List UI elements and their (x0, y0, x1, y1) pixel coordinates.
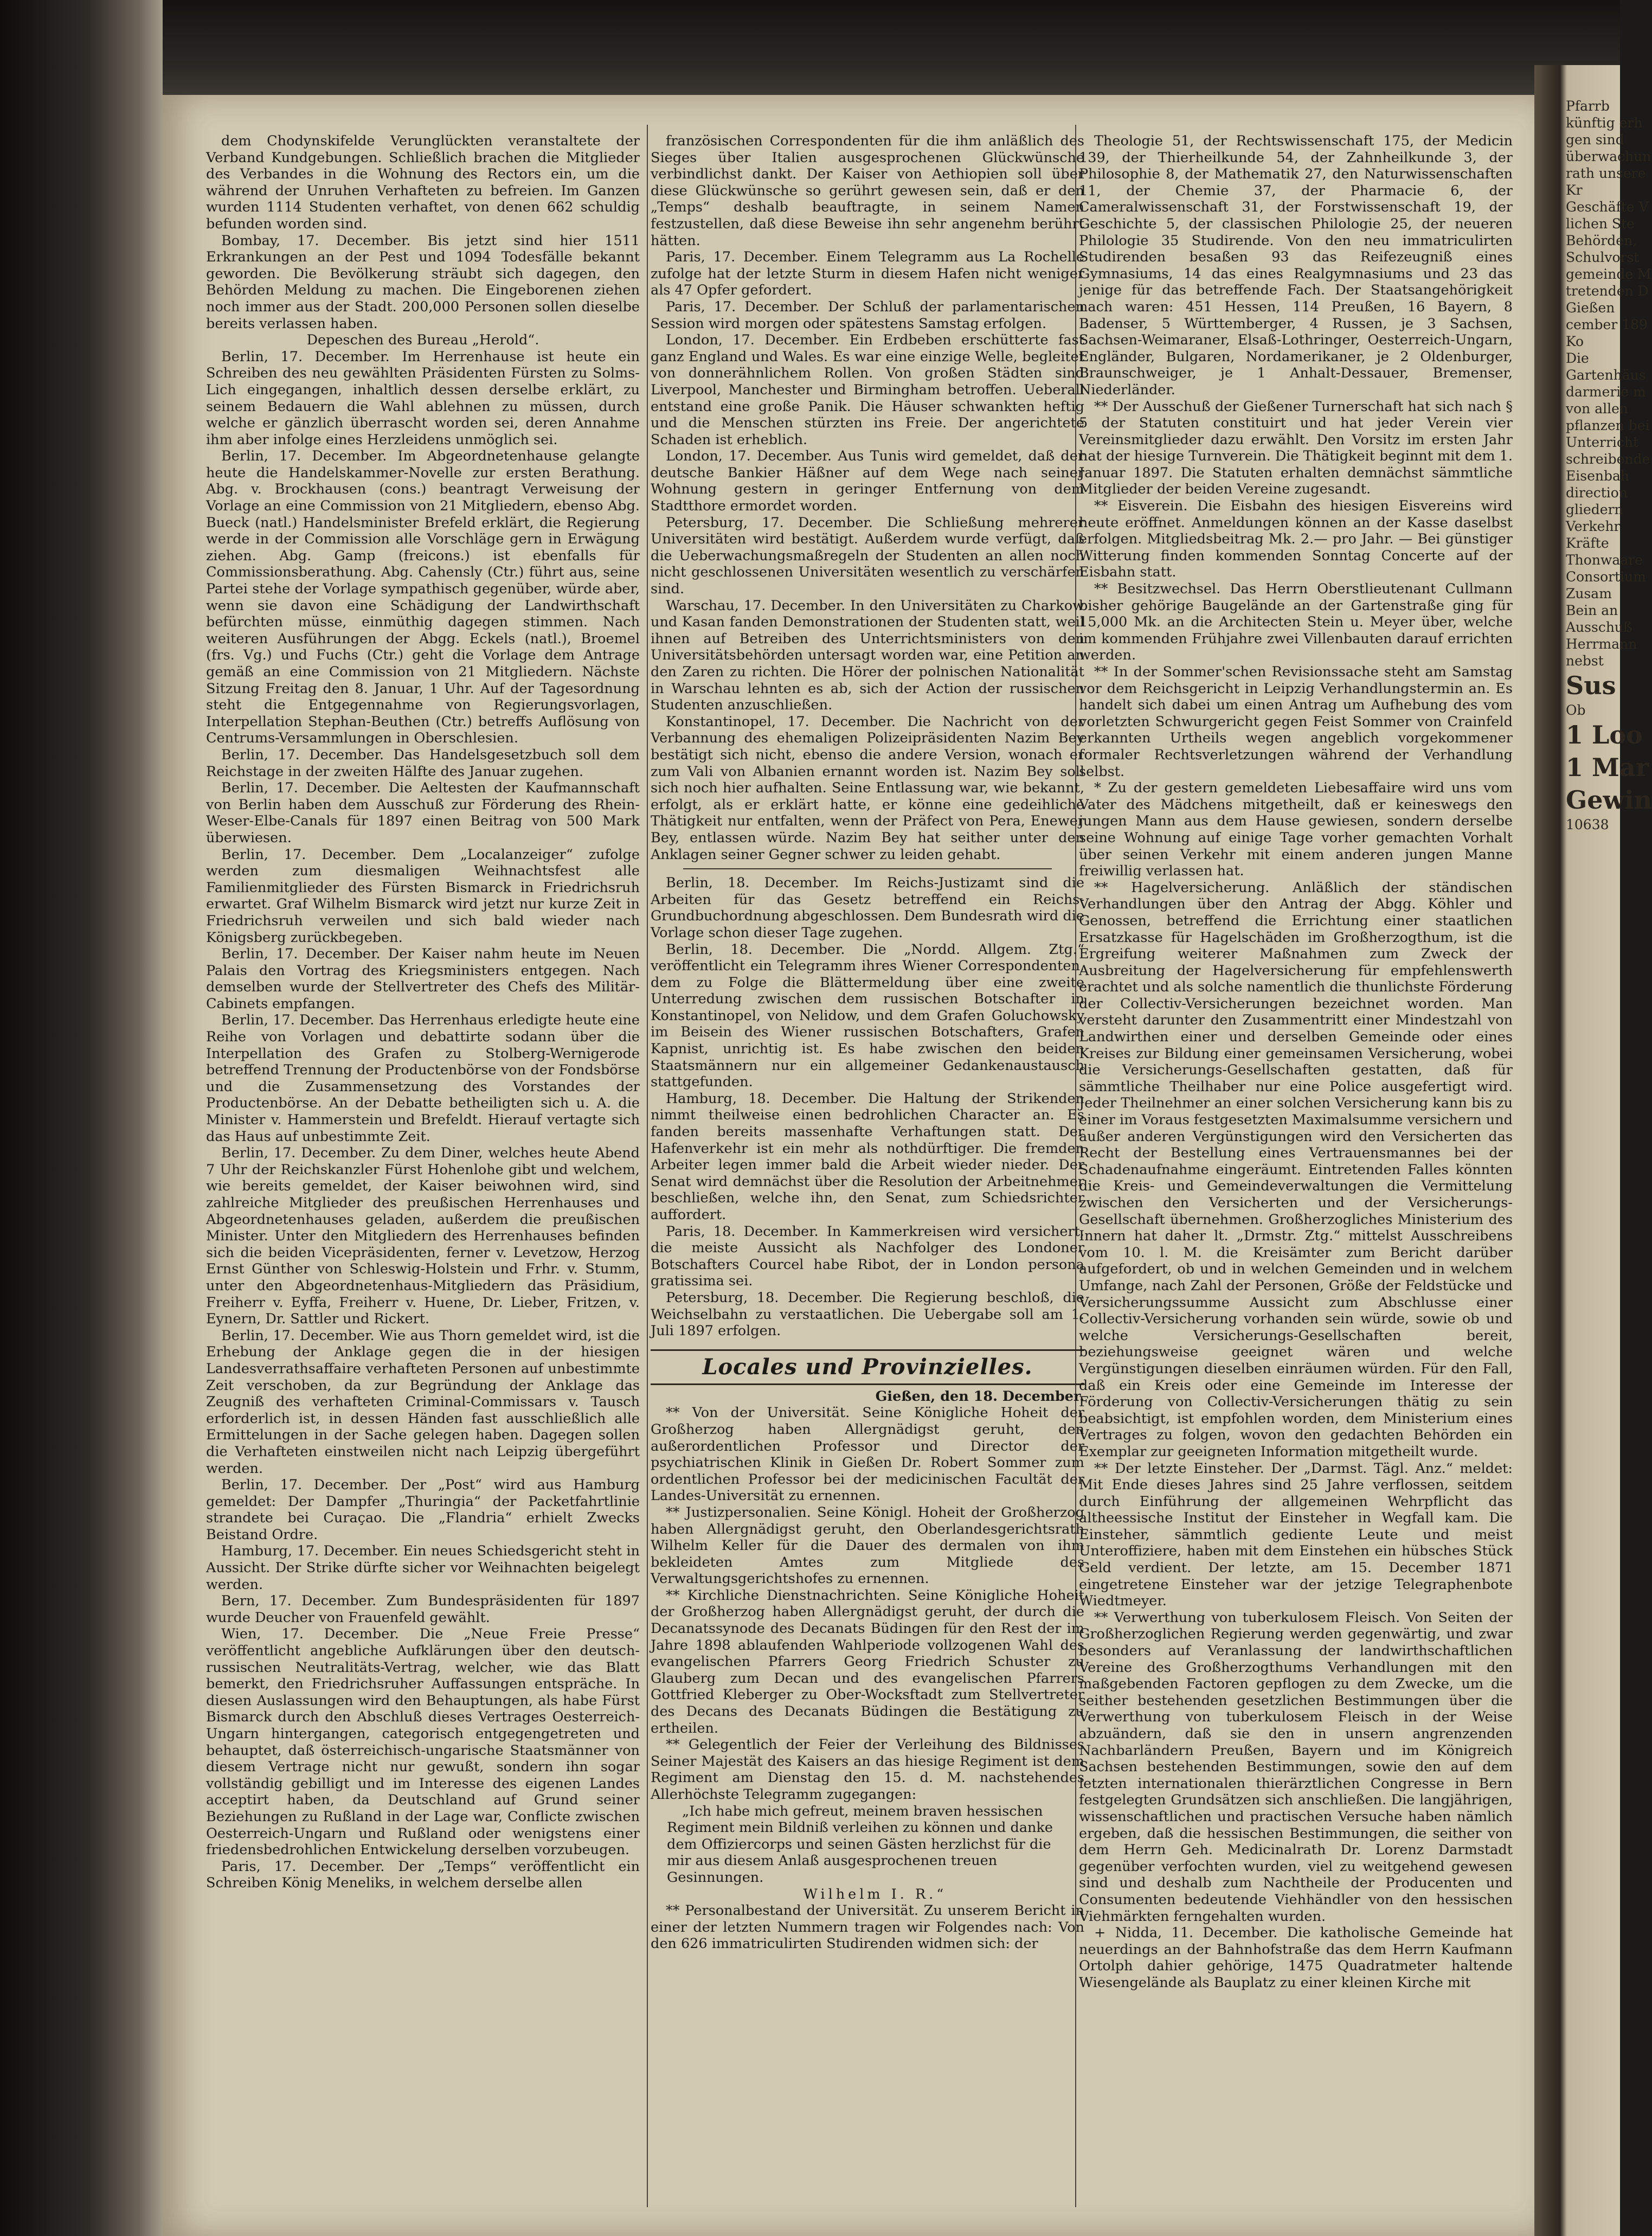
book-spine (0, 0, 163, 2236)
section-subheading: Depeschen des Bureau „Herold“. (306, 332, 539, 349)
edge-line: cember 189 (1566, 317, 1648, 332)
next-page-fragment (1566, 98, 1652, 833)
article-paragraph: ** Eisverein. Die Eisbahn des hiesigen Eisvereins wird heute eröffnet. Anmeldungen können an der Kasse daselbst erfolgen. Mitgliedsbeitrag Mk. 2.— pro Jahr. — Bei günstiger Witterung finden kommenden Sonntag Concerte auf der Eisbahn statt. (1079, 498, 1513, 581)
edge-line: von allen (1566, 401, 1629, 417)
edge-line: direction (1566, 485, 1628, 501)
article-paragraph: französischen Correspondenten für die ihm anläßlich des Sieges über Italien ausgesprochenen Glückwünsche verbindlichst dankt. Der Kaiser von Aethiopien soll über diese Glückwünsche so gerührt gewesen sein, daß er den „Temps“ deshalb beauftragte, in seinem Namen festzustellen, daß diese Beweise ihn sehr angenehm berührt hätten. (651, 133, 1084, 249)
article-paragraph: Berlin, 17. December. Der „Post“ wird aus Hamburg gemeldet: Der Dampfer „Thuringia“ der Packetfahrtlinie strandete bei Curaçao. Die „Flandria“ erhielt Zwecks Beistand Ordre. (206, 1477, 640, 1543)
edge-line: Unterricht (1566, 434, 1639, 450)
article-paragraph: Paris, 17. December. Einem Telegramm aus La Rochelle zufolge hat der letzte Sturm in diesem Hafen nicht weniger als 47 Opfer gefordert. (651, 249, 1084, 299)
article-paragraph: ** Personalbestand der Universität. Zu unserem Bericht in einer der letzten Nummern tragen wir Folgendes nach: Von den 626 immatriculirten Studirenden widmen sich: der (651, 1902, 1084, 1952)
article-paragraph: Konstantinopel, 17. December. Die Nachricht von der Verbannung des ehemaligen Polizeipräsidenten Nazim Bey bestätigt sich nicht, ebenso die andere Version, wonach er zum Vali von Albanien ernannt worden ist. Nazim Bey soll sich noch hier aufhalten. Seine Entlassung war, wie bekannt, erfolgt, als er erklärt hatte, er könne eine gedeihliche Thätigkeit nur entfalten, wenn der Präfect von Pera, Enewer Bey, entlassen würde. Nazim Bey hat seither unter den Anklagen seiner Gegner schwer zu leiden gehabt. (651, 713, 1084, 863)
edge-line: lichen Ste (1566, 216, 1635, 232)
article-paragraph: ** In der Sommer'schen Revisionssache steht am Samstag vor dem Reichsgericht in Leipzig Verhandlungstermin an. Es handelt sich dabei um einen Antrag um Aufhebung des vom vorletzten Schwurgericht gegen Feist Sommer von Crainfeld erkannten Urtheils wegen angeblich vorgekommener formaler Rechtsverletzungen während der Verhandlung selbst. (1079, 664, 1513, 780)
column-1 (206, 133, 640, 2205)
column-3 (1079, 133, 1513, 2205)
article-paragraph: ** Gelegentlich der Feier der Verleihung des Bildnisses Seiner Majestät des Kaisers an das hiesige Regiment ist dem Regiment am Dienstag den 15. d. M. nachstehendes Allerhöchste Telegramm zugegangen: (651, 1737, 1084, 1803)
article-paragraph: Bombay, 17. December. Bis jetzt sind hier 1511 Erkrankungen an der Pest und 1094 Todesfälle bekannt geworden. Die Bevölkerung sträubt sich dagegen, den Behörden Meldung zu machen. Die Eingeborenen ziehen noch immer aus der Stadt. 200,000 Personen sollen dieselbe bereits verlassen haben. (206, 232, 640, 332)
article-paragraph: Paris, 18. December. In Kammerkreisen wird versichert, die meiste Aussicht als Nachfolger des Londoner Botschafters Courcel habe Ribot, der in London persona gratissima sei. (651, 1223, 1084, 1290)
edge-line: nebst (1566, 653, 1604, 669)
article-paragraph: Hamburg, 17. December. Ein neues Schiedsgericht steht in Aussicht. Der Strike dürfte sicher vor Weihnachten beigelegt werden. (206, 1543, 640, 1593)
edge-line: Pfarrb (1566, 98, 1610, 114)
telegram-signature: Wilhelm I. R.“ (803, 1886, 947, 1902)
article-paragraph: London, 17. December. Ein Erdbeben erschütterte fast ganz England und Wales. Es war eine einzige Welle, begleitet von donnerähnlichem Rollen. Von großen Städten sind Liverpool, Manchester und Birmingham betroffen. Ueberall entstand eine große Panik. Die Häuser schwankten heftig und die Menschen stürzten ins Freie. Der angerichtete Schaden ist erheblich. (651, 332, 1084, 448)
edge-line: Verkehr (1566, 518, 1621, 534)
edge-line: Die (1566, 350, 1589, 366)
article-paragraph: * Zu der gestern gemeldeten Liebesaffaire wird uns vom Vater des Mädchens mitgetheilt, daß er keineswegs den jungen Mann aus dem Hause gewiesen, sondern derselbe seine Wohnung auf einige Tage vorher gemachten Vorhalt über seinen Verkehr mit einem anderen jungen Manne freiwillig verlassen hat. (1079, 780, 1513, 880)
column-rule (647, 125, 648, 2207)
article-paragraph: Berlin, 18. December. Im Reichs-Justizamt sind die Arbeiten für das Gesetz betreffend ein Reichs-Grundbuchordnung abgeschlossen. Dem Bundesrath wird die Vorlage schon dieser Tage zugehen. (651, 875, 1084, 941)
edge-line: gemeinde M (1566, 266, 1651, 282)
article-paragraph: Berlin, 17. December. Dem „Localanzeiger“ zufolge werden zum diesmaligen Weihnachtsfest alle Familienmitglieder des Fürsten Bismarck in Friedrichsruh erwartet. Graf Wilhelm Bismarck wird jetzt nur kurze Zeit in Friedrichsruh verweilen und sich bald wieder nach Königsberg zurückbegeben. (206, 846, 640, 946)
dateline: Gießen, den 18. December. (875, 1388, 1084, 1405)
edge-ad-text: Sus (1566, 671, 1616, 700)
next-page-edge (1534, 65, 1652, 2236)
article-paragraph: + Nidda, 11. December. Die katholische Gemeinde hat neuerdings an der Bahnhofstraße das dem Herrn Kaufmann Ortolph dahier gehörige, 1475 Quadratmeter haltende Wiesengelände als Bauplatz zu einer kleinen Kirche mit (1079, 1925, 1513, 1991)
horizontal-rule (683, 868, 1052, 869)
edge-line: künftig erh (1566, 115, 1643, 131)
article-paragraph: ** Kirchliche Dienstnachrichten. Seine Königliche Hoheit der Großherzog haben Allergnädigst geruht, der durch die Decanatssynode des Decanats Büdingen für den Rest der im Jahre 1898 ablaufenden Wahlperiode vollzogenen Wahl des evangelischen Pfarrers Georg Friedrich Schuster zu Glauberg zum Decan und des evangelischen Pfarrers Gottfried Kleberger zu Ober-Wocksftadt zum Stellvertreter des Decans des Decanats Büdingen die Bestätigung zu ertheilen. (651, 1587, 1084, 1737)
article-paragraph: ** Justizpersonalien. Seine Königl. Hoheit der Großherzog haben Allergnädigst geruht, den Oberlandesgerichtsrath Wilhelm Keller für die Dauer des dermalen von ihm bekleideten Amtes zum Mitgliede des Verwaltungsgerichtshofes zu ernennen. (651, 1504, 1084, 1587)
article-paragraph: Berlin, 18. December. Die „Nordd. Allgem. Ztg.“ veröffentlicht ein Telegramm ihres Wiener Correspondenten, dem zu Folge die Blättermeldung über eine zweite Unterredung zwischen dem russischen Botschafter in Konstantinopel, von Nelidow, und dem Grafen Goluchowsky im Beisein des Wiener russischen Botschafters, Grafen Kapnist, unrichtig ist. Es habe zwischen den beiden Staatsmännern nur ein allgemeiner Gedankenaustausch stattgefunden. (651, 941, 1084, 1091)
article-paragraph: Petersburg, 17. December. Die Schließung mehrerer Universitäten wird bestätigt. Außerdem wurde verfügt, daß die Ueberwachungsmaßregeln der Studenten an allen noch nicht geschlossenen Universitäten wesentlich zu verschärfen sind. (651, 514, 1084, 598)
edge-footer-number: 10638 (1566, 817, 1609, 832)
edge-line: schreibende (1566, 451, 1650, 467)
telegram-quote: „Ich habe mich gefreut, meinem braven hessischen Regiment mein Bildniß verleihen zu können und danke dem Offiziercorps und seinen Gästen herzlichst für die mir aus diesem Anlaß ausgesprochenen treuen Gesinnungen. (667, 1803, 1053, 1886)
article-paragraph: Petersburg, 18. December. Die Regierung beschloß, die Weichselbahn zu verstaatlichen. Die Uebergabe soll am 1. Juli 1897 erfolgen. (651, 1289, 1084, 1340)
edge-ad-text: Gewin (1566, 785, 1652, 815)
article-paragraph: Berlin, 17. December. Im Abgeordnetenhause gelangte heute die Handelskammer-Novelle zur ersten Berathung. Abg. v. Brockhausen (cons.) beantragt Verweisung der Vorlage an eine Commission von 21 Mitgliedern, ebenso Abg. Bueck (natl.) Handelsminister Brefeld erklärt, die Regierung werde in der Commission alle Vorschläge gern in Erwägung ziehen. Abg. Gamp (freicons.) ist ebenfalls für Commissionsberathung. Abg. Cahensly (Ctr.) führt aus, seine Partei stehe der Vorlage sympathisch gegenüber, würde aber, wenn sie davon eine Schädigung der Landwirthschaft befürchten müsse, einmüthig dagegen stimmen. Nach weiteren Ausführungen der Abgg. Eckels (natl.), Broemel (frs. Vg.) und Fuchs (Ctr.) geht die Vorlage dem Antrage gemäß an eine Commission von 21 Mitgliedern. Nächste Sitzung Freitag den 8. Januar, 1 Uhr. Auf der Tagesordnung steht die Entgegennahme von Regierungsvorlagen, Interpellation Stephan-Beuthen (Ctr.) betreffs Auflösung von Centrums-Versammlungen in Oberschlesien. (206, 448, 640, 747)
edge-line: Bein an (1566, 603, 1618, 618)
edge-line: überwachun (1566, 149, 1651, 164)
article-paragraph: ** Von der Universität. Seine Königliche Hoheit der Großherzog haben Allergnädigst geruht, den außerordentlichen Professor und Director der psychiatrischen Klinik in Gießen Dr. Robert Sommer zum ordentlichen Professor bei der medicinischen Facultät der Landes-Universität zu ernennen. (651, 1405, 1084, 1504)
edge-line: Gartenhäus (1566, 367, 1646, 383)
article-paragraph: dem Chodynskifelde Verunglückten veranstaltete der Verband Kundgebungen. Schließlich brachen die Mitglieder des Verbandes in die Wohnung des Rectors ein, um die während der Unruhen Verhafteten zu befreien. Im Ganzen wurden 1114 Studenten verhaftet, von denen 662 schuldig befunden worden sind. (206, 133, 640, 232)
column-2 (651, 133, 1084, 2205)
newspaper-page (163, 95, 1534, 2236)
edge-line: pflanzen bei (1566, 418, 1650, 433)
article-paragraph: Berlin, 17. December. Das Handelsgesetzbuch soll dem Reichstage in der zweiten Hälfte des Januar zugehen. (206, 746, 640, 780)
article-paragraph: Berlin, 17. December. Zu dem Diner, welches heute Abend 7 Uhr der Reichskanzler Fürst Hohenlohe gibt und welchem, wie bereits gemeldet, der Kaiser beiwohnen wird, sind zahlreiche Mitglieder des preußischen Herrenhauses und Abgeordnetenhauses geladen, außerdem die preußischen Minister. Unter den Mitgliedern des Herrenhauses befinden sich die beiden Vicepräsidenten, ferner v. Levetzow, Herzog Ernst Günther von Schleswig-Holstein und Frhr. v. Stumm, unter den Abgeordnetenhaus-Mitgliedern das Präsidium, Freiherr v. Eyffa, Freiherr v. Huene, Dr. Lieber, Fritzen, v. Eynern, Dr. Sattler und Rickert. (206, 1145, 640, 1328)
article-paragraph: Berlin, 17. December. Im Herrenhause ist heute ein Schreiben des neu gewählten Präsidenten Fürsten zu Solms-Lich eingegangen, inhaltlich dessen derselbe erklärt, zu seinem Bedauern die Wahl ablehnen zu müssen, durch welche er gänzlich überrascht worden sei, deren Annahme ihm aber infolge eines Herzleidens unmöglich sei. (206, 348, 640, 448)
edge-line: tretenden D (1566, 283, 1649, 299)
article-paragraph: ** Verwerthung von tuberkulosem Fleisch. Von Seiten der Großherzoglichen Regierung werden gegenwärtig, und zwar besonders auf Veranlassung der landwirthschaftlichen Vereine des Großherzogthums Verhandlungen mit den maßgebenden Factoren gepflogen zu dem Zwecke, um die seither bestehenden gesetzlichen Bestimmungen über die Verwerthung von tuberkulosem Fleisch in der Weise abzuändern, daß sie den in unsern angrenzenden Nachbarländern Preußen, Bayern und im Königreich Sachsen bestehenden Bestimmungen, sowie den auf dem letzten internationalen thierärztlichen Congresse in Bern festgelegten Grundsätzen sich anschließen. Die langjährigen, wissenschaftlichen und practischen Versuche haben nämlich ergeben, daß die hessischen Bestimmungen, die seither von dem Herrn Geh. Medicinalrath Dr. Lorenz Darmstadt gegenüber verfochten wurden, viel zu weitgehend gewesen sind und deshalb zum Nachtheile der Producenten und Consumenten bedeutende Viehhändler von den hessischen Viehmärkten ferngehalten wurden. (1079, 1609, 1513, 1925)
article-paragraph: Bern, 17. December. Zum Bundespräsidenten für 1897 wurde Deucher von Frauenfeld gewählt. (206, 1593, 640, 1626)
edge-line: Zusam (1566, 586, 1612, 601)
section-title: Locales und Provinzielles. (651, 1349, 1084, 1385)
article-paragraph: Paris, 17. December. Der Schluß der parlamentarischen Session wird morgen oder spätestens Samstag erfolgen. (651, 298, 1084, 332)
article-paragraph: Hamburg, 18. December. Die Haltung der Strikenden nimmt theilweise einen bedrohlichen Character an. Es fanden bereits massenhafte Verhaftungen statt. Der Hafenverkehr ist ein mehr als nothdürftiger. Die fremden Arbeiter legen immer bald die Arbeit wieder nieder. Der Senat wird demnächst über die Resolution der Arbeitnehmer beschließen, welche ihn, den Senat, zum Schiedsrichter auffordert. (651, 1090, 1084, 1223)
scan-background-top (0, 0, 1620, 98)
edge-line: Eisenbah (1566, 468, 1629, 484)
article-paragraph: Berlin, 17. December. Wie aus Thorn gemeldet wird, ist die Erhebung der Anklage gegen die in der hiesigen Landesverrathsaffaire verhafteten Personen auf unbestimmte Zeit verschoben, da zur Begründung der Anklage das Zeugniß des verhafteten Criminal-Commissars v. Tausch erforderlich ist, in dessen Händen fast ausschließlich alle Ermittelungen in der Sache gelegen haben. Dagegen sollen die Verhafteten einstweilen nicht nach Leipzig übergeführt werden. (206, 1327, 640, 1477)
article-paragraph: London, 17. December. Aus Tunis wird gemeldet, daß der deutsche Bankier Häßner auf dem Wege nach seiner Wohnung gestern in geringer Entfernung von dem Stadtthore ermordet worden. (651, 448, 1084, 515)
article-paragraph: ** Besitzwechsel. Das Herrn Oberstlieutenant Cullmann bisher gehörige Baugelände an der Gartenstraße ging für 15,000 Mk. an die Architecten Stein u. Meyer über, welche im kommenden Frühjahre zwei Villenbauten darauf errichten werden. (1079, 581, 1513, 664)
article-paragraph: ** Hagelversicherung. Anläßlich der ständischen Verhandlungen über den Antrag der Abgg. Köhler und Genossen, betreffend die Errichtung einer staatlichen Ersatzkasse für Hagelschäden im Großherzogthum, ist die Ergreifung weiterer Maßnahmen zum Zweck der Ausbreitung der Hagelversicherung für empfehlenswerth erachtet und als solche namentlich die thunlichste Förderung der Collectiv-Versicherungen bezeichnet worden. Man versteht darunter den Zusammentritt einer Mindestzahl von Landwirthen einer und derselben Gemeinde oder eines Kreises zur Bildung einer gemeinsamen Versicherung, wobei die Versicherungs-Gesellschaften gestatten, daß für sämmtliche Theilhaber nur eine Police ausgefertigt wird. Jeder Theilnehmer an einer solchen Versicherung kann bis zu einer im Voraus festgesetzten Maximalsumme versichern und außer anderen Vergünstigungen wird den Versicherten das Recht der Bestellung eines Vertrauensmannes bei der Schadenaufnahme eingeräumt. Eintretenden Falles könnten die Kreis- und Gemeindeverwaltungen die Vermittelung zwischen den Versicherten und der Versicherungs-Gesellschaft übernehmen. Großherzogliches Ministerium des Innern hat daher lt. „Drmstr. Ztg.“ mittelst Ausschreibens vom 10. l. M. die Kreisämter zum Bericht darüber aufgefordert, ob und in welchen Gemeinden und in welchem Umfange, nach Zahl der Personen, Größe der Feldstücke und Versicherungssumme Aussicht zum Abschlusse einer Collectiv-Versicherung vorhanden sein würde, sowie ob und welche Versicherungs-Gesellschaften bereit, beziehungsweise geeignet wären und welche Vergünstigungen dieselben einräumen würden. Für den Fall, daß ein Kreis oder eine Gemeinde im Interesse der Förderung von Collectiv-Versicherungen thätig zu sein beabsichtigt, ist empfohlen worden, dem Ministerium eines Vertrages zu folgen, wovon den gedachten Behörden ein Exemplar zur geeigneten Information mitgetheilt wurde. (1079, 879, 1513, 1460)
article-paragraph: Berlin, 17. December. Das Herrenhaus erledigte heute eine Reihe von Vorlagen und debattirte sodann über die Interpellation des Grafen zu Stolberg-Wernigerode betreffend Trennung der Productenbörse von der Fondsbörse und die Zusammensetzung des Vorstandes der Productenbörse. An der Debatte betheiligten sich u. A. die Minister v. Hammerstein und Brefeldt. Hierauf vertagte sich das Haus auf unbestimmte Zeit. (206, 1012, 640, 1145)
edge-line: Thonwaare (1566, 552, 1643, 568)
article-paragraph: ** Der Ausschuß der Gießener Turnerschaft hat sich nach § 5 der Statuten constituirt und hat jeder Verein vier Vereinsmitglieder dazu erwählt. Den Vorsitz im ersten Jahr hat der hiesige Turnverein. Die Thätigkeit beginnt mit dem 1. Januar 1897. Die Statuten erhalten demnächst sämmtliche Mitglieder der beiden Vereine zugesandt. (1079, 398, 1513, 498)
article-paragraph: ** Der letzte Einsteher. Der „Darmst. Tägl. Anz.“ meldet: Mit Ende dieses Jahres sind 25 Jahre verflossen, seitdem durch Einführung der allgemeinen Wehrpflicht das altheessische Institut der Einsteher in Wegfall kam. Die Einsteher, sämmtlich gediente Leute und meist Unteroffiziere, haben mit dem Einstehen ein hübsches Stück Geld verdient. Der letzte, am 15. December 1871 eingetretene Einsteher war der jetzige Telegraphenbote Wiedtmeyer. (1079, 1460, 1513, 1610)
edge-ad-text: 1 Mar (1566, 753, 1649, 782)
edge-line: darmerie m (1566, 384, 1646, 400)
edge-line: gliedern (1566, 502, 1623, 517)
edge-line: Kr (1566, 182, 1583, 198)
article-paragraph: Berlin, 17. December. Die Aeltesten der Kaufmannschaft von Berlin haben dem Ausschuß zur Förderung des Rhein-Weser-Elbe-Canals für 1897 einen Beitrag von 500 Mark überwiesen. (206, 780, 640, 846)
edge-line: Schulvorst (1566, 249, 1640, 265)
article-paragraph: Paris, 17. December. Der „Temps“ veröffentlicht ein Schreiben König Meneliks, in welchem derselbe allen (206, 1858, 640, 1892)
edge-ad-text: 1 Loo (1566, 720, 1643, 749)
edge-line: Herrmann (1566, 636, 1637, 652)
article-paragraph: Warschau, 17. December. In den Universitäten zu Charkow und Kasan fanden Demonstrationen der Studenten statt, weil ihnen auf Betreiben des Unterrichtsministers von den Universitätsbehörden untersagt worden war, eine Petition an den Zaren zu richten. Die Hörer der polnischen Nationalität in Warschau lehnten es ab, sich der Action der russischen Studenten anzuschließen. (651, 597, 1084, 714)
edge-line: gen sind (1566, 132, 1624, 148)
edge-line: Kräfte (1566, 535, 1609, 551)
article-paragraph: Wien, 17. December. Die „Neue Freie Presse“ veröffentlicht angebliche Aufklärungen über den deutsch-russischen Neutralitäts-Vertrag, welcher, wie das Blatt bemerkt, den Friedrichsruher Auffassungen entspräche. In diesen Auslassungen wird den Behauptungen, als habe Fürst Bismarck durch den Abschluß dieses Vertrages Oesterreich-Ungarn hintergangen, categorisch entgegengetreten und behauptet, daß österreichisch-ungarische Staatsmänner von diesem Vertrage nicht nur gewußt, sondern ihn sogar vollständig gebilligt und im Interesse des eigenen Landes acceptirt haben, da Deutschland auf Grund seiner Beziehungen zu Rußland in der Lage war, Conflicte zwischen Oesterreich-Ungarn und Rußland oder wenigstens einer friedensbedrohlichen Entwickelung derselben vorzubeugen. (206, 1626, 640, 1859)
edge-line: Gießen (1566, 300, 1615, 316)
article-paragraph: Berlin, 17. December. Der Kaiser nahm heute im Neuen Palais den Vortrag des Kriegsministers entgegen. Nach demselben wurde der Stellvertreter des Chefs des Militär-Cabinets empfangen. (206, 946, 640, 1012)
edge-line: Ob (1566, 702, 1586, 718)
edge-line: Ko (1566, 334, 1584, 349)
edge-line: Consortium (1566, 569, 1646, 585)
edge-line: rath unsere (1566, 165, 1646, 181)
edge-line: Geschäfte V (1566, 199, 1649, 215)
edge-line: Ausschuß (1566, 619, 1632, 635)
edge-line: Behörden, (1566, 233, 1637, 248)
article-paragraph: Theologie 51, der Rechtswissenschaft 175, der Medicin 139, der Thierheilkunde 54, der Zahnheilkunde 3, der Philosophie 8, der Mathematik 27, den Naturwissenschaften 11, der Chemie 37, der Pharmacie 6, der Cameralwissenschaft 31, der Forstwissenschaft 19, der Geschichte 5, der classischen Philologie 25, der neueren Philologie 35 Studirende. Von den neu immatriculirten Studirenden besaßen 93 das Reifezeugniß eines Gymnasiums, 14 das eines Realgymnasiums und 23 das jenige für das betreffende Fach. Der Staatsangehörigkeit nach waren: 451 Hessen, 114 Preußen, 16 Bayern, 8 Badenser, 5 Württemberger, 4 Russen, je 3 Sachsen, Sachsen-Weimaraner, Elsaß-Lothringer, Oesterreich-Ungarn, Engländer, Bulgaren, Nordamerikaner, je 2 Oldenburger, Braunschweiger, je 1 Anhalt-Dessauer, Bremenser, Niederländer. (1079, 133, 1513, 398)
